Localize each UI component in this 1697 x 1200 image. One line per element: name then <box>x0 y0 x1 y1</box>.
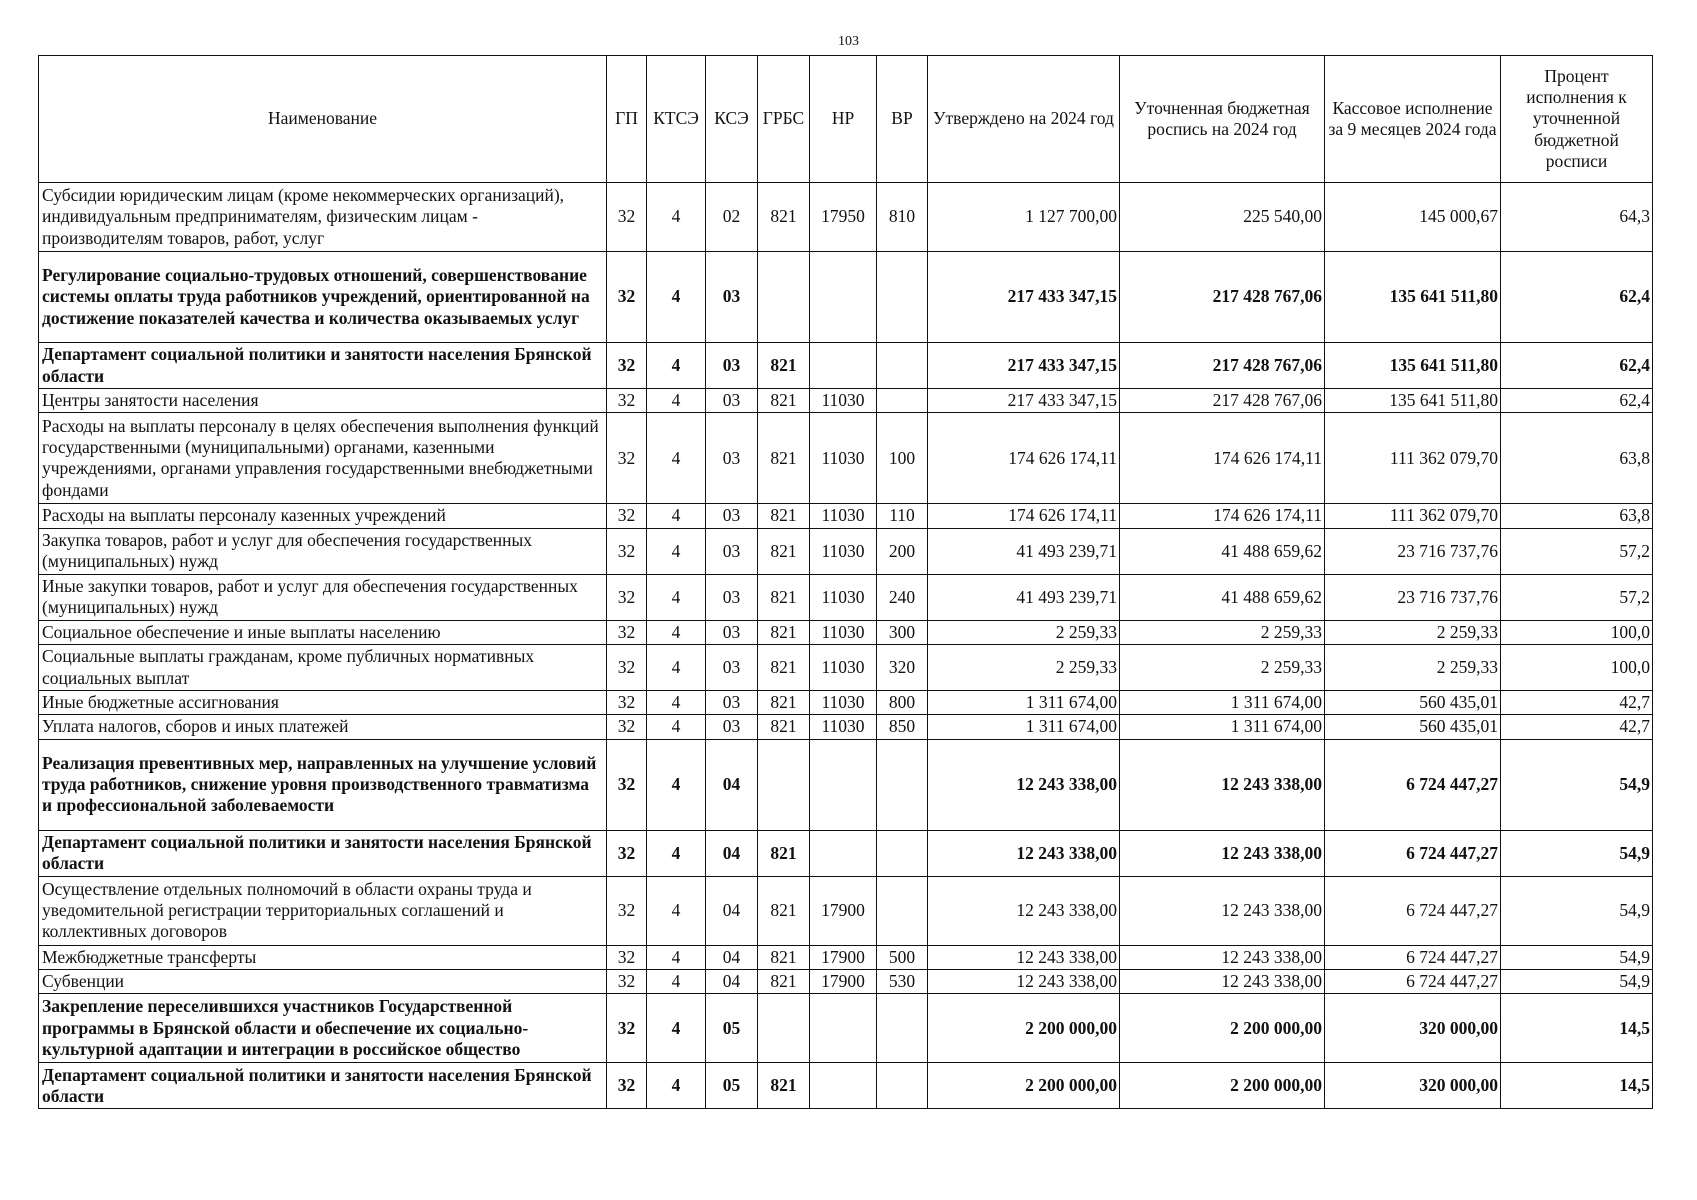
cell-name: Реализация превентивных мер, направленных на улучшение условий труда работников, снижение уровня производственного травматизма и профессиональной заболеваемости <box>39 739 607 830</box>
cell-kse: 04 <box>706 739 758 830</box>
cell-name: Уплата налогов, сборов и иных платежей <box>39 715 607 739</box>
cell-executed: 6 724 447,27 <box>1325 945 1501 969</box>
cell-ktse: 4 <box>647 343 706 389</box>
table-row <box>39 876 1653 945</box>
cell-approved: 12 243 338,00 <box>928 830 1120 876</box>
cell-kse: 03 <box>706 574 758 620</box>
cell-grbs: 821 <box>758 183 810 252</box>
cell-approved: 2 200 000,00 <box>928 1063 1120 1109</box>
cell-vr: 300 <box>877 620 928 644</box>
cell-percent: 63,8 <box>1501 504 1653 528</box>
cell-vr: 320 <box>877 645 928 691</box>
cell-ktse: 4 <box>647 528 706 574</box>
cell-ktse: 4 <box>647 994 706 1063</box>
cell-vr <box>877 252 928 343</box>
cell-executed: 560 435,01 <box>1325 691 1501 715</box>
table-row <box>39 691 1653 715</box>
cell-vr: 850 <box>877 715 928 739</box>
cell-name: Центры занятости населения <box>39 389 607 413</box>
header-refined: Уточненная бюджетная роспись на 2024 год <box>1120 56 1325 183</box>
cell-approved: 12 243 338,00 <box>928 970 1120 994</box>
cell-name: Субвенции <box>39 970 607 994</box>
cell-nr: 11030 <box>810 620 877 644</box>
cell-ktse: 4 <box>647 252 706 343</box>
cell-grbs: 821 <box>758 620 810 644</box>
cell-kse: 02 <box>706 183 758 252</box>
cell-vr <box>877 876 928 945</box>
cell-vr: 530 <box>877 970 928 994</box>
cell-nr <box>810 252 877 343</box>
cell-executed: 135 641 511,80 <box>1325 389 1501 413</box>
cell-percent: 63,8 <box>1501 413 1653 504</box>
cell-grbs: 821 <box>758 1063 810 1109</box>
cell-vr <box>877 1063 928 1109</box>
cell-executed: 6 724 447,27 <box>1325 876 1501 945</box>
cell-vr <box>877 389 928 413</box>
cell-percent: 57,2 <box>1501 574 1653 620</box>
table-row <box>39 252 1653 343</box>
cell-gp: 32 <box>607 1063 647 1109</box>
cell-refined: 12 243 338,00 <box>1120 945 1325 969</box>
cell-percent: 54,9 <box>1501 739 1653 830</box>
cell-executed: 6 724 447,27 <box>1325 830 1501 876</box>
cell-name: Департамент социальной политики и занятости населения Брянской области <box>39 1063 607 1109</box>
cell-grbs: 821 <box>758 876 810 945</box>
cell-percent: 100,0 <box>1501 620 1653 644</box>
cell-percent: 42,7 <box>1501 691 1653 715</box>
table-row <box>39 183 1653 252</box>
cell-ktse: 4 <box>647 970 706 994</box>
cell-refined: 1 311 674,00 <box>1120 691 1325 715</box>
cell-vr: 810 <box>877 183 928 252</box>
cell-approved: 217 433 347,15 <box>928 343 1120 389</box>
cell-gp: 32 <box>607 252 647 343</box>
header-nr: НР <box>810 56 877 183</box>
cell-vr: 200 <box>877 528 928 574</box>
cell-nr <box>810 994 877 1063</box>
cell-refined: 12 243 338,00 <box>1120 739 1325 830</box>
cell-kse: 03 <box>706 620 758 644</box>
cell-ktse: 4 <box>647 876 706 945</box>
cell-executed: 320 000,00 <box>1325 994 1501 1063</box>
page-number: 103 <box>838 34 859 49</box>
cell-gp: 32 <box>607 739 647 830</box>
cell-approved: 174 626 174,11 <box>928 413 1120 504</box>
cell-executed: 6 724 447,27 <box>1325 970 1501 994</box>
cell-name: Расходы на выплаты персоналу казенных учреждений <box>39 504 607 528</box>
cell-kse: 03 <box>706 645 758 691</box>
cell-approved: 12 243 338,00 <box>928 739 1120 830</box>
cell-gp: 32 <box>607 574 647 620</box>
table-row <box>39 504 1653 528</box>
cell-vr: 500 <box>877 945 928 969</box>
cell-approved: 2 200 000,00 <box>928 994 1120 1063</box>
cell-percent: 54,9 <box>1501 970 1653 994</box>
cell-ktse: 4 <box>647 389 706 413</box>
cell-nr: 11030 <box>810 645 877 691</box>
header-percent: Процент исполнения к уточненной бюджетной росписи <box>1501 56 1653 183</box>
cell-grbs: 821 <box>758 413 810 504</box>
cell-ktse: 4 <box>647 739 706 830</box>
cell-percent: 62,4 <box>1501 389 1653 413</box>
cell-name: Департамент социальной политики и занятости населения Брянской области <box>39 830 607 876</box>
cell-refined: 2 259,33 <box>1120 645 1325 691</box>
cell-ktse: 4 <box>647 574 706 620</box>
cell-ktse: 4 <box>647 1063 706 1109</box>
cell-executed: 560 435,01 <box>1325 715 1501 739</box>
cell-ktse: 4 <box>647 715 706 739</box>
cell-ktse: 4 <box>647 830 706 876</box>
cell-nr: 17950 <box>810 183 877 252</box>
cell-kse: 04 <box>706 970 758 994</box>
table-header-row <box>39 56 1653 183</box>
cell-refined: 2 200 000,00 <box>1120 1063 1325 1109</box>
cell-approved: 1 127 700,00 <box>928 183 1120 252</box>
cell-executed: 6 724 447,27 <box>1325 739 1501 830</box>
cell-approved: 2 259,33 <box>928 620 1120 644</box>
cell-refined: 217 428 767,06 <box>1120 389 1325 413</box>
cell-kse: 03 <box>706 528 758 574</box>
cell-approved: 217 433 347,15 <box>928 389 1120 413</box>
cell-refined: 174 626 174,11 <box>1120 413 1325 504</box>
cell-percent: 54,9 <box>1501 945 1653 969</box>
table-row <box>39 413 1653 504</box>
cell-gp: 32 <box>607 620 647 644</box>
cell-refined: 1 311 674,00 <box>1120 715 1325 739</box>
cell-nr: 11030 <box>810 389 877 413</box>
cell-gp: 32 <box>607 715 647 739</box>
cell-grbs: 821 <box>758 574 810 620</box>
table-row <box>39 994 1653 1063</box>
cell-vr <box>877 830 928 876</box>
cell-executed: 111 362 079,70 <box>1325 413 1501 504</box>
cell-executed: 23 716 737,76 <box>1325 574 1501 620</box>
cell-ktse: 4 <box>647 413 706 504</box>
cell-gp: 32 <box>607 691 647 715</box>
cell-nr: 11030 <box>810 715 877 739</box>
cell-kse: 03 <box>706 691 758 715</box>
cell-vr <box>877 739 928 830</box>
header-gp: ГП <box>607 56 647 183</box>
cell-refined: 217 428 767,06 <box>1120 252 1325 343</box>
cell-nr: 11030 <box>810 413 877 504</box>
cell-refined: 174 626 174,11 <box>1120 504 1325 528</box>
cell-approved: 1 311 674,00 <box>928 691 1120 715</box>
cell-grbs: 821 <box>758 830 810 876</box>
cell-vr: 110 <box>877 504 928 528</box>
cell-ktse: 4 <box>647 504 706 528</box>
cell-grbs: 821 <box>758 945 810 969</box>
cell-nr: 11030 <box>810 504 877 528</box>
cell-percent: 64,3 <box>1501 183 1653 252</box>
cell-percent: 62,4 <box>1501 252 1653 343</box>
cell-name: Расходы на выплаты персоналу в целях обеспечения выполнения функций государственными (муниципальными) органами, казенными учреждениями, органами управления государственными внебюджетными фондами <box>39 413 607 504</box>
cell-nr: 17900 <box>810 876 877 945</box>
cell-vr <box>877 994 928 1063</box>
cell-kse: 03 <box>706 389 758 413</box>
cell-grbs: 821 <box>758 389 810 413</box>
cell-approved: 1 311 674,00 <box>928 715 1120 739</box>
cell-grbs <box>758 739 810 830</box>
cell-kse: 03 <box>706 715 758 739</box>
cell-kse: 04 <box>706 945 758 969</box>
cell-kse: 03 <box>706 252 758 343</box>
cell-refined: 12 243 338,00 <box>1120 876 1325 945</box>
cell-approved: 12 243 338,00 <box>928 945 1120 969</box>
cell-approved: 41 493 239,71 <box>928 528 1120 574</box>
header-name: Наименование <box>39 56 607 183</box>
table-row <box>39 739 1653 830</box>
cell-grbs: 821 <box>758 343 810 389</box>
cell-refined: 41 488 659,62 <box>1120 528 1325 574</box>
cell-ktse: 4 <box>647 620 706 644</box>
cell-ktse: 4 <box>647 183 706 252</box>
cell-grbs <box>758 994 810 1063</box>
cell-grbs: 821 <box>758 528 810 574</box>
cell-nr <box>810 739 877 830</box>
table-row <box>39 574 1653 620</box>
header-executed: Кассовое исполнение за 9 месяцев 2024 года <box>1325 56 1501 183</box>
cell-gp: 32 <box>607 413 647 504</box>
cell-name: Закупка товаров, работ и услуг для обеспечения государственных (муниципальных) нужд <box>39 528 607 574</box>
cell-refined: 225 540,00 <box>1120 183 1325 252</box>
cell-executed: 145 000,67 <box>1325 183 1501 252</box>
cell-nr: 11030 <box>810 691 877 715</box>
table-row <box>39 830 1653 876</box>
cell-percent: 62,4 <box>1501 343 1653 389</box>
cell-grbs: 821 <box>758 504 810 528</box>
cell-vr: 800 <box>877 691 928 715</box>
cell-ktse: 4 <box>647 945 706 969</box>
cell-gp: 32 <box>607 945 647 969</box>
cell-ktse: 4 <box>647 691 706 715</box>
cell-gp: 32 <box>607 504 647 528</box>
header-vr: ВР <box>877 56 928 183</box>
cell-grbs: 821 <box>758 715 810 739</box>
cell-percent: 14,5 <box>1501 1063 1653 1109</box>
cell-gp: 32 <box>607 994 647 1063</box>
cell-vr: 100 <box>877 413 928 504</box>
cell-nr: 17900 <box>810 970 877 994</box>
table-row <box>39 389 1653 413</box>
cell-nr: 11030 <box>810 528 877 574</box>
cell-name: Закрепление переселившихся участников Государственной программы в Брянской области и обеспечение их социально-культурной адаптации и интеграции в российское общество <box>39 994 607 1063</box>
cell-refined: 2 200 000,00 <box>1120 994 1325 1063</box>
cell-executed: 135 641 511,80 <box>1325 252 1501 343</box>
cell-name: Департамент социальной политики и занятости населения Брянской области <box>39 343 607 389</box>
cell-ktse: 4 <box>647 645 706 691</box>
table-row <box>39 945 1653 969</box>
header-kse: КСЭ <box>706 56 758 183</box>
header-ktse: КТСЭ <box>647 56 706 183</box>
cell-vr: 240 <box>877 574 928 620</box>
cell-kse: 04 <box>706 876 758 945</box>
cell-nr <box>810 343 877 389</box>
table-row <box>39 1063 1653 1109</box>
cell-refined: 217 428 767,06 <box>1120 343 1325 389</box>
cell-percent: 42,7 <box>1501 715 1653 739</box>
cell-kse: 05 <box>706 994 758 1063</box>
cell-vr <box>877 343 928 389</box>
cell-nr: 17900 <box>810 945 877 969</box>
cell-kse: 03 <box>706 413 758 504</box>
cell-gp: 32 <box>607 389 647 413</box>
cell-executed: 111 362 079,70 <box>1325 504 1501 528</box>
cell-refined: 12 243 338,00 <box>1120 830 1325 876</box>
cell-approved: 174 626 174,11 <box>928 504 1120 528</box>
cell-name: Социальное обеспечение и иные выплаты населению <box>39 620 607 644</box>
cell-percent: 54,9 <box>1501 876 1653 945</box>
cell-approved: 41 493 239,71 <box>928 574 1120 620</box>
cell-gp: 32 <box>607 183 647 252</box>
cell-refined: 12 243 338,00 <box>1120 970 1325 994</box>
table-row <box>39 620 1653 644</box>
cell-percent: 14,5 <box>1501 994 1653 1063</box>
cell-kse: 03 <box>706 504 758 528</box>
table-row <box>39 715 1653 739</box>
cell-executed: 135 641 511,80 <box>1325 343 1501 389</box>
header-approved: Утверждено на 2024 год <box>928 56 1120 183</box>
table-row <box>39 645 1653 691</box>
cell-executed: 23 716 737,76 <box>1325 528 1501 574</box>
cell-grbs: 821 <box>758 645 810 691</box>
budget-execution-table <box>38 55 1653 1109</box>
cell-kse: 04 <box>706 830 758 876</box>
cell-name: Осуществление отдельных полномочий в области охраны труда и уведомительной регистрации территориальных соглашений и коллективных договоров <box>39 876 607 945</box>
cell-gp: 32 <box>607 830 647 876</box>
cell-grbs: 821 <box>758 970 810 994</box>
cell-name: Иные закупки товаров, работ и услуг для обеспечения государственных (муниципальных) нужд <box>39 574 607 620</box>
cell-approved: 2 259,33 <box>928 645 1120 691</box>
cell-nr <box>810 1063 877 1109</box>
cell-percent: 57,2 <box>1501 528 1653 574</box>
cell-grbs <box>758 252 810 343</box>
cell-gp: 32 <box>607 343 647 389</box>
cell-refined: 41 488 659,62 <box>1120 574 1325 620</box>
cell-name: Межбюджетные трансферты <box>39 945 607 969</box>
cell-name: Субсидии юридическим лицам (кроме некоммерческих организаций), индивидуальным предпринимателям, физическим лицам - производителям товаров, работ, услуг <box>39 183 607 252</box>
cell-gp: 32 <box>607 645 647 691</box>
cell-executed: 320 000,00 <box>1325 1063 1501 1109</box>
cell-percent: 100,0 <box>1501 645 1653 691</box>
cell-percent: 54,9 <box>1501 830 1653 876</box>
table-row <box>39 528 1653 574</box>
table-row <box>39 343 1653 389</box>
cell-kse: 05 <box>706 1063 758 1109</box>
cell-refined: 2 259,33 <box>1120 620 1325 644</box>
cell-nr <box>810 830 877 876</box>
cell-approved: 12 243 338,00 <box>928 876 1120 945</box>
cell-approved: 217 433 347,15 <box>928 252 1120 343</box>
cell-executed: 2 259,33 <box>1325 620 1501 644</box>
cell-gp: 32 <box>607 876 647 945</box>
cell-grbs: 821 <box>758 691 810 715</box>
cell-kse: 03 <box>706 343 758 389</box>
cell-gp: 32 <box>607 528 647 574</box>
cell-gp: 32 <box>607 970 647 994</box>
header-grbs: ГРБС <box>758 56 810 183</box>
cell-name: Регулирование социально-трудовых отношений, совершенствование системы оплаты труда работников учреждений, ориентированной на достижение показателей качества и количества оказываемых услуг <box>39 252 607 343</box>
table-row <box>39 970 1653 994</box>
cell-executed: 2 259,33 <box>1325 645 1501 691</box>
cell-nr: 11030 <box>810 574 877 620</box>
cell-name: Иные бюджетные ассигнования <box>39 691 607 715</box>
cell-name: Социальные выплаты гражданам, кроме публичных нормативных социальных выплат <box>39 645 607 691</box>
